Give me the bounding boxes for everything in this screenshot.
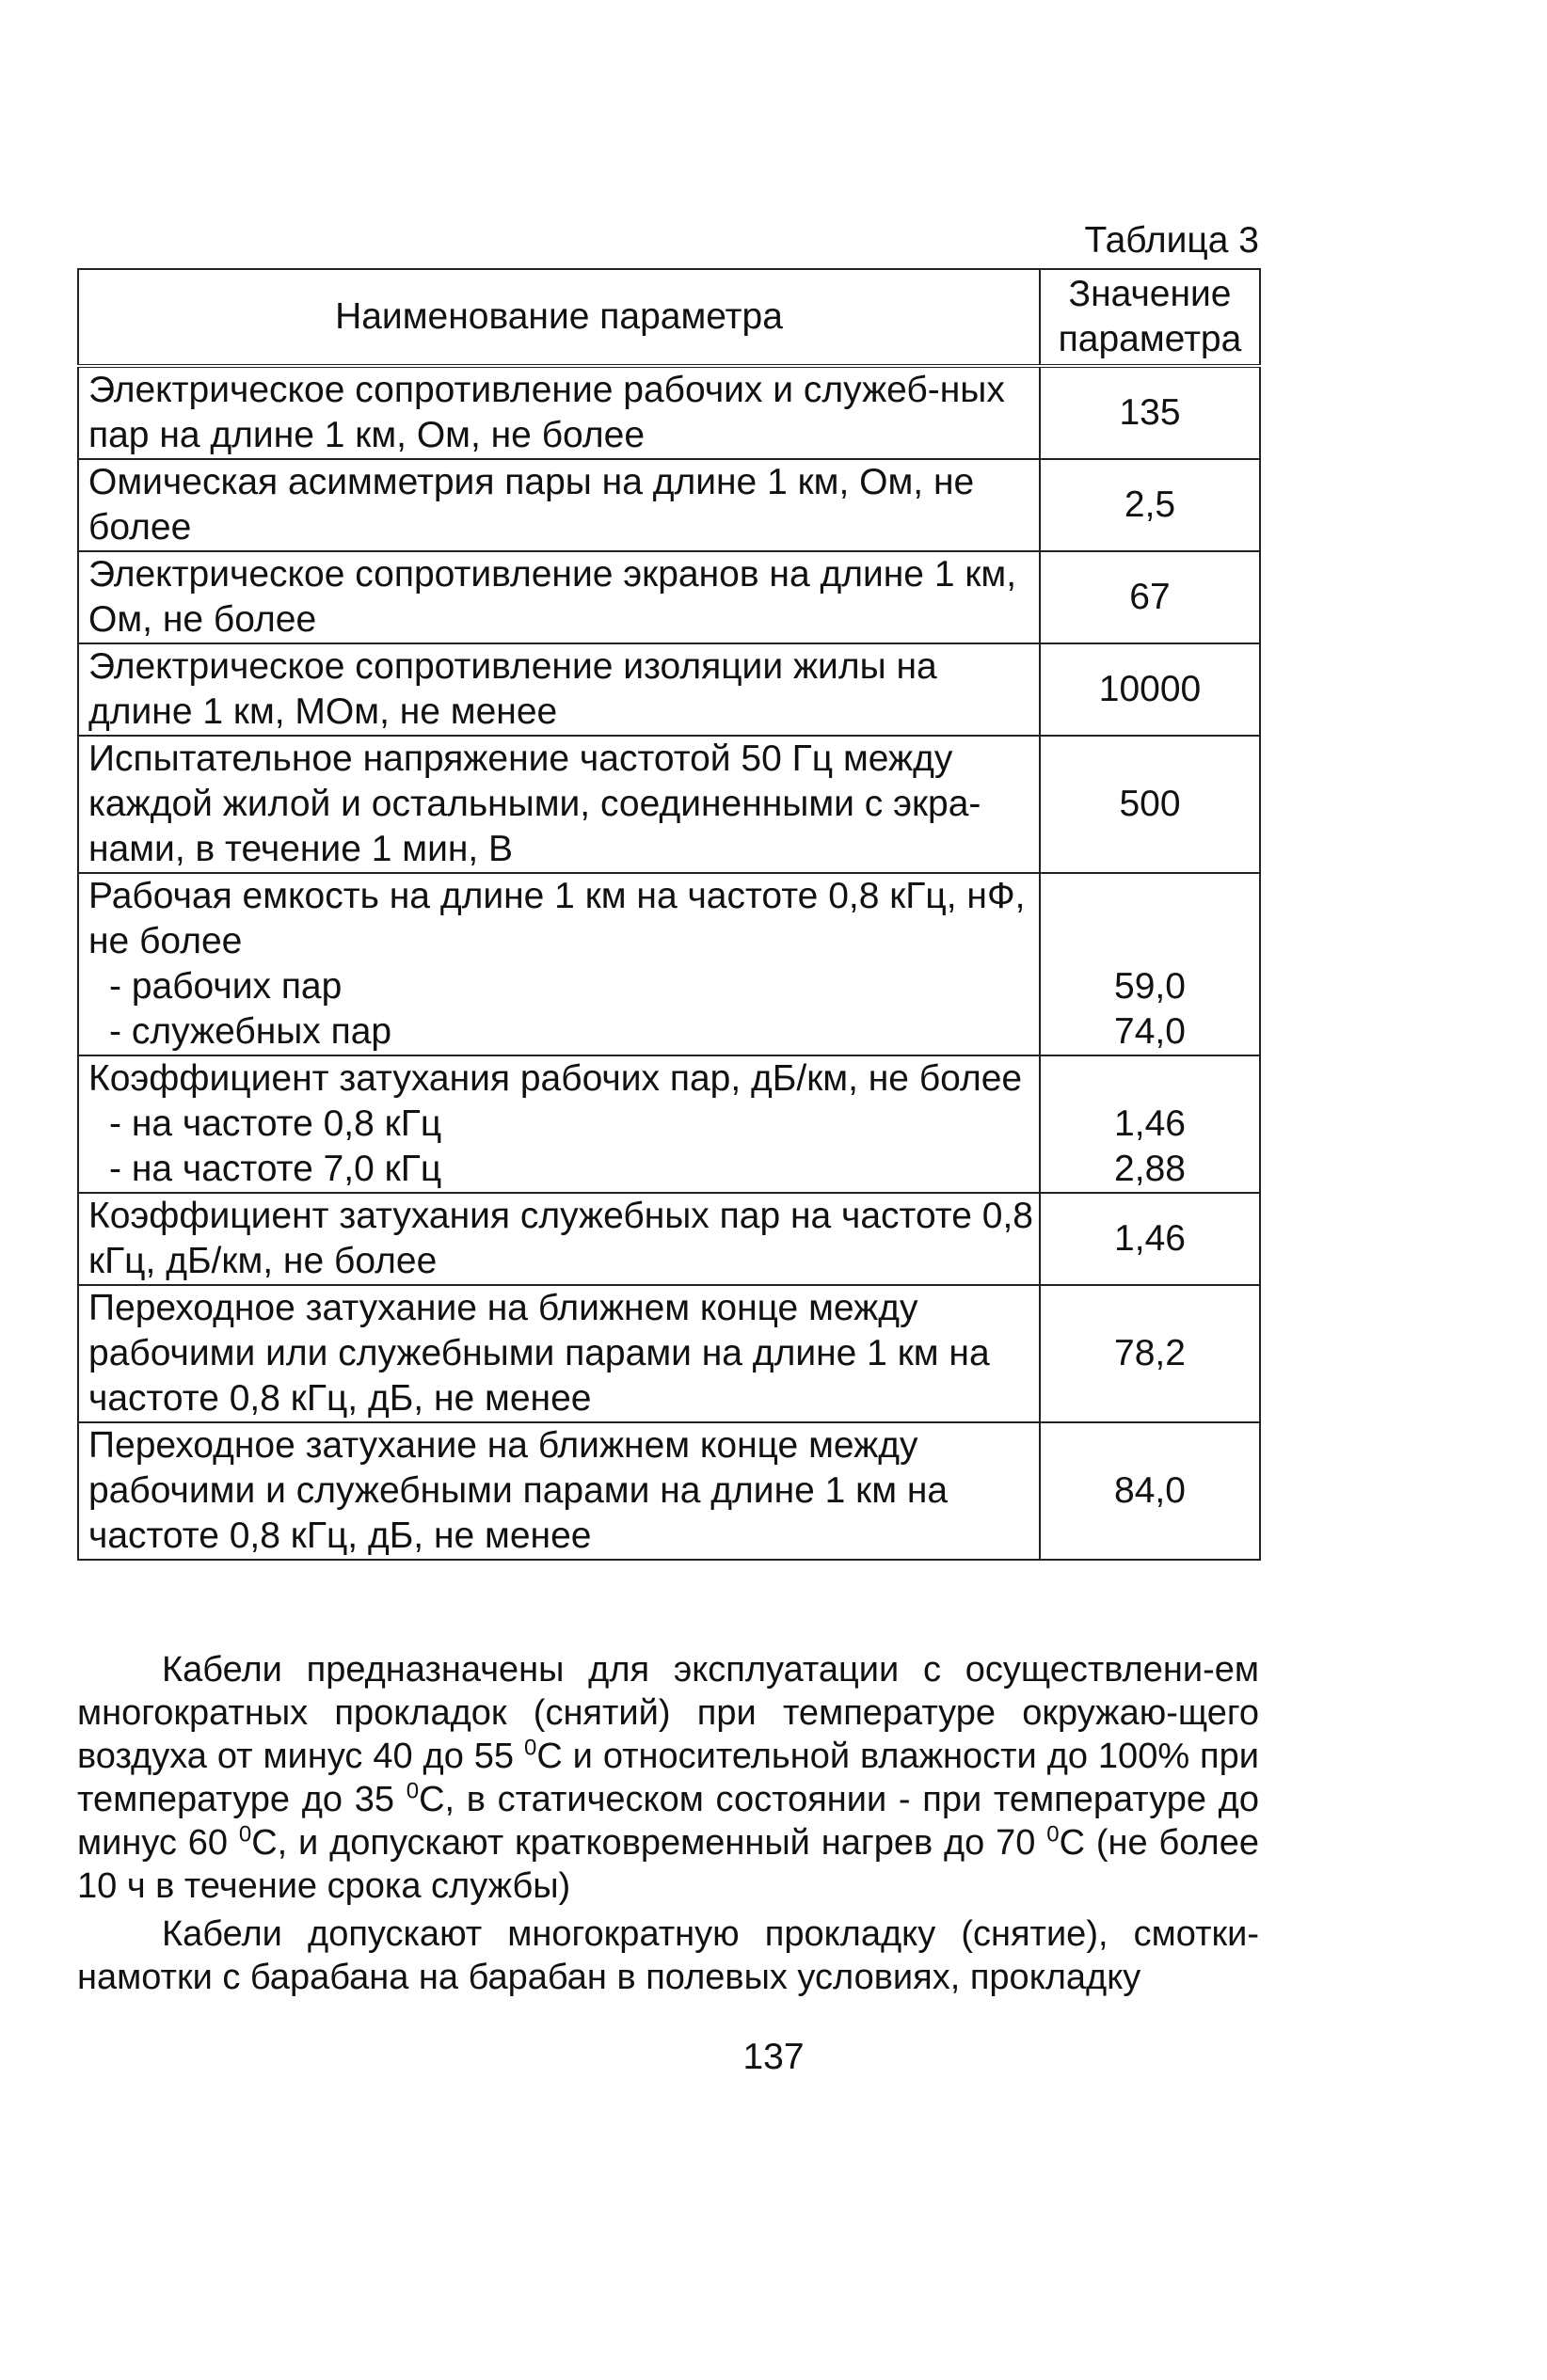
parameters-table bbox=[77, 268, 1261, 1561]
body-paragraph-laying: Кабели допускают многократную прокладку (снятие), смотки-намотки с барабана на барабан в полевых условиях, прокладку bbox=[77, 1914, 1259, 1997]
param-name: Переходное затухание на ближнем конце между рабочими или служебными парами на длине 1 км на частоте 0,8 кГц, дБ, не менее bbox=[78, 1285, 1040, 1422]
header-parameter-name: Наименование параметра bbox=[78, 269, 1040, 366]
table-row bbox=[78, 1285, 1260, 1422]
param-sub-value: 59,0 bbox=[1114, 966, 1186, 1007]
header-value-line2: параметра bbox=[1058, 319, 1242, 359]
param-sub-value: 2,88 bbox=[1114, 1149, 1186, 1189]
degree-mark: 0 bbox=[523, 1735, 537, 1761]
param-name bbox=[78, 1055, 1040, 1193]
paragraph-text: С, в статическом состоянии - при температуре до минус 60 bbox=[77, 1780, 1259, 1863]
degree-mark: 0 bbox=[406, 1778, 420, 1804]
param-sub-label: - служебных пар bbox=[109, 1011, 392, 1052]
paragraph-text: С (не более 10 ч в течение срока службы) bbox=[77, 1823, 1259, 1906]
table-header-row bbox=[78, 269, 1260, 366]
param-name: Испытательное напряжение частотой 50 Гц между каждой жилой и остальными, соединенными с экра-нами, в течение 1 мин, В bbox=[78, 736, 1040, 873]
param-sub-value: 1,46 bbox=[1114, 1103, 1186, 1144]
header-parameter-value bbox=[1040, 269, 1260, 366]
table-row bbox=[78, 643, 1260, 736]
paragraph-text: С и относительной влажности до 100% при температуре до 35 bbox=[77, 1737, 1259, 1819]
page-number: 137 bbox=[742, 2037, 805, 2077]
param-name: Переходное затухание на ближнем конце между рабочими и служебными парами на длине 1 км на частоте 0,8 кГц, дБ, не менее bbox=[78, 1422, 1040, 1560]
param-value: 10000 bbox=[1040, 643, 1260, 736]
table-row bbox=[78, 873, 1260, 1055]
table-row bbox=[78, 736, 1260, 873]
table-caption: Таблица 3 bbox=[1084, 220, 1259, 261]
param-value: 78,2 bbox=[1040, 1285, 1260, 1422]
param-name bbox=[78, 873, 1040, 1055]
degree-mark: 0 bbox=[1046, 1821, 1060, 1848]
body-paragraph-operating-conditions bbox=[77, 1648, 1259, 1908]
param-sub-value: 74,0 bbox=[1114, 1011, 1186, 1052]
param-value: 2,5 bbox=[1040, 459, 1260, 551]
degree-mark: 0 bbox=[238, 1821, 252, 1848]
param-name-main: Рабочая емкость на длине 1 км на частоте 0,8 кГц, нФ, не более bbox=[88, 876, 1026, 961]
paragraph-text: Кабели предназначены для эксплуатации с осуществлени-ем многократных прокладок (снятий) при температуре окружаю-щего воздуха от минус 40 до 55 bbox=[77, 1650, 1259, 1776]
param-name-main: Коэффициент затухания рабочих пар, дБ/км, не более bbox=[88, 1058, 1023, 1099]
param-name: Электрическое сопротивление изоляции жилы на длине 1 км, МОм, не менее bbox=[78, 643, 1040, 736]
param-name: Электрическое сопротивление экранов на длине 1 км, Ом, не более bbox=[78, 551, 1040, 643]
param-value bbox=[1040, 873, 1260, 1055]
paragraph-text: С, и допускают кратковременный нагрев до 70 bbox=[251, 1823, 1047, 1863]
table-row bbox=[78, 551, 1260, 643]
header-value-line1: Значение bbox=[1068, 274, 1232, 314]
table-row bbox=[78, 459, 1260, 551]
param-value: 1,46 bbox=[1040, 1193, 1260, 1285]
table-row bbox=[78, 1422, 1260, 1560]
param-sub-label: - на частоте 7,0 кГц bbox=[109, 1149, 442, 1189]
param-name: Коэффициент затухания служебных пар на частоте 0,8 кГц, дБ/км, не более bbox=[78, 1193, 1040, 1285]
param-value: 67 bbox=[1040, 551, 1260, 643]
table-row bbox=[78, 1055, 1260, 1193]
param-value: 84,0 bbox=[1040, 1422, 1260, 1560]
param-value: 135 bbox=[1040, 366, 1260, 459]
param-sub-label: - на частоте 0,8 кГц bbox=[109, 1103, 442, 1144]
param-name: Электрическое сопротивление рабочих и служеб-ных пар на длине 1 км, Ом, не более bbox=[78, 366, 1040, 459]
table-row bbox=[78, 366, 1260, 459]
table-row bbox=[78, 1193, 1260, 1285]
param-value bbox=[1040, 1055, 1260, 1193]
param-value: 500 bbox=[1040, 736, 1260, 873]
param-sub-label: - рабочих пар bbox=[109, 966, 343, 1007]
param-name: Омическая асимметрия пары на длине 1 км, Ом, не более bbox=[78, 459, 1040, 551]
